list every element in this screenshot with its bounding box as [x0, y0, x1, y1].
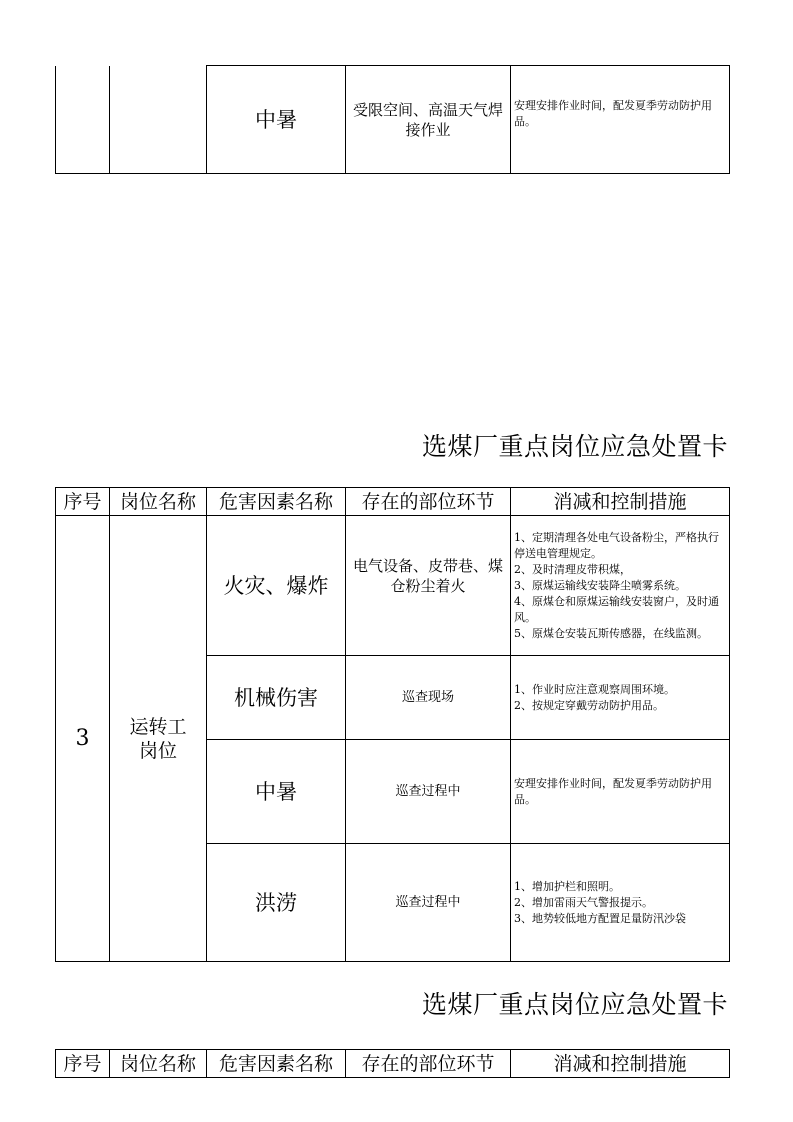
- location-cell: 受限空间、高温天气焊接作业: [346, 66, 511, 174]
- hazard-cell: 火灾、爆炸: [207, 516, 346, 656]
- hazard-cell: 中暑: [207, 740, 346, 844]
- table-header-row: [56, 488, 730, 516]
- header-post: 岗位名称: [110, 1050, 207, 1078]
- seq-cell: [56, 66, 110, 174]
- hazard-cell: 中暑: [207, 66, 346, 174]
- continuation-table: [55, 65, 730, 174]
- measure-line: 3、原煤运输线安装降尘喷雾系统。: [514, 578, 686, 592]
- post-name: 运转工岗位: [129, 715, 187, 762]
- emergency-card-table: [55, 487, 730, 962]
- post-cell: [110, 66, 207, 174]
- header-location: 存在的部位环节: [346, 1050, 511, 1078]
- measure-line: 1、增加护栏和照明。: [514, 879, 620, 893]
- location-cell: 巡查过程中: [346, 844, 511, 962]
- measure-line: 安理安排作业时间，配发夏季劳动防护用品。: [514, 776, 712, 806]
- header-hazard: 危害因素名称: [207, 488, 346, 516]
- measure-line: 安理安排作业时间，配发夏季劳动防护用品。: [514, 98, 712, 128]
- measures-cell: [511, 740, 730, 844]
- card-title: 选煤厂重点岗位应急处置卡: [421, 990, 728, 1019]
- measure-line: 4、原煤仓和原煤运输线安装窗户，及时通风。: [514, 594, 719, 624]
- measure-line: 2、增加雷雨天气警报提示。: [514, 895, 653, 909]
- measure-line: 1、作业时应注意观察周围环境。: [514, 682, 675, 696]
- table-row: [56, 516, 730, 656]
- hazard-cell: 洪涝: [207, 844, 346, 962]
- table-row: [56, 66, 730, 174]
- measure-line: 2、及时清理皮带积煤，: [514, 562, 631, 576]
- post-cell: [110, 516, 207, 962]
- measures-cell: [511, 844, 730, 962]
- measure-line: 1、定期清理各处电气设备粉尘，严格执行停送电管理规定。: [514, 530, 719, 560]
- location-cell: [346, 516, 511, 656]
- header-seq: 序号: [56, 1050, 110, 1078]
- header-seq: 序号: [56, 488, 110, 516]
- measures-cell: [511, 66, 730, 174]
- card-title: 选煤厂重点岗位应急处置卡: [421, 432, 728, 461]
- measure-line: 2、按规定穿戴劳动防护用品。: [514, 698, 664, 712]
- measure-line: 5、原煤仓安装瓦斯传感器，在线监测。: [514, 626, 708, 640]
- header-location: 存在的部位环节: [346, 488, 511, 516]
- measures-cell: [511, 516, 730, 656]
- location-text: 电气设备、皮带巷、煤仓粉尘着火: [352, 556, 503, 595]
- hazard-cell: 机械伤害: [207, 656, 346, 740]
- header-measures: 消减和控制措施: [511, 1050, 730, 1078]
- measures-cell: [511, 656, 730, 740]
- seq-cell: 3: [56, 516, 110, 962]
- location-cell: 巡查过程中: [346, 740, 511, 844]
- table-header-row: [56, 1050, 730, 1078]
- measure-line: 3、地势较低地方配置足量防汛沙袋: [514, 911, 686, 925]
- header-post: 岗位名称: [110, 488, 207, 516]
- location-cell: 巡查现场: [346, 656, 511, 740]
- emergency-card-table: [55, 1049, 730, 1078]
- header-measures: 消减和控制措施: [511, 488, 730, 516]
- header-hazard: 危害因素名称: [207, 1050, 346, 1078]
